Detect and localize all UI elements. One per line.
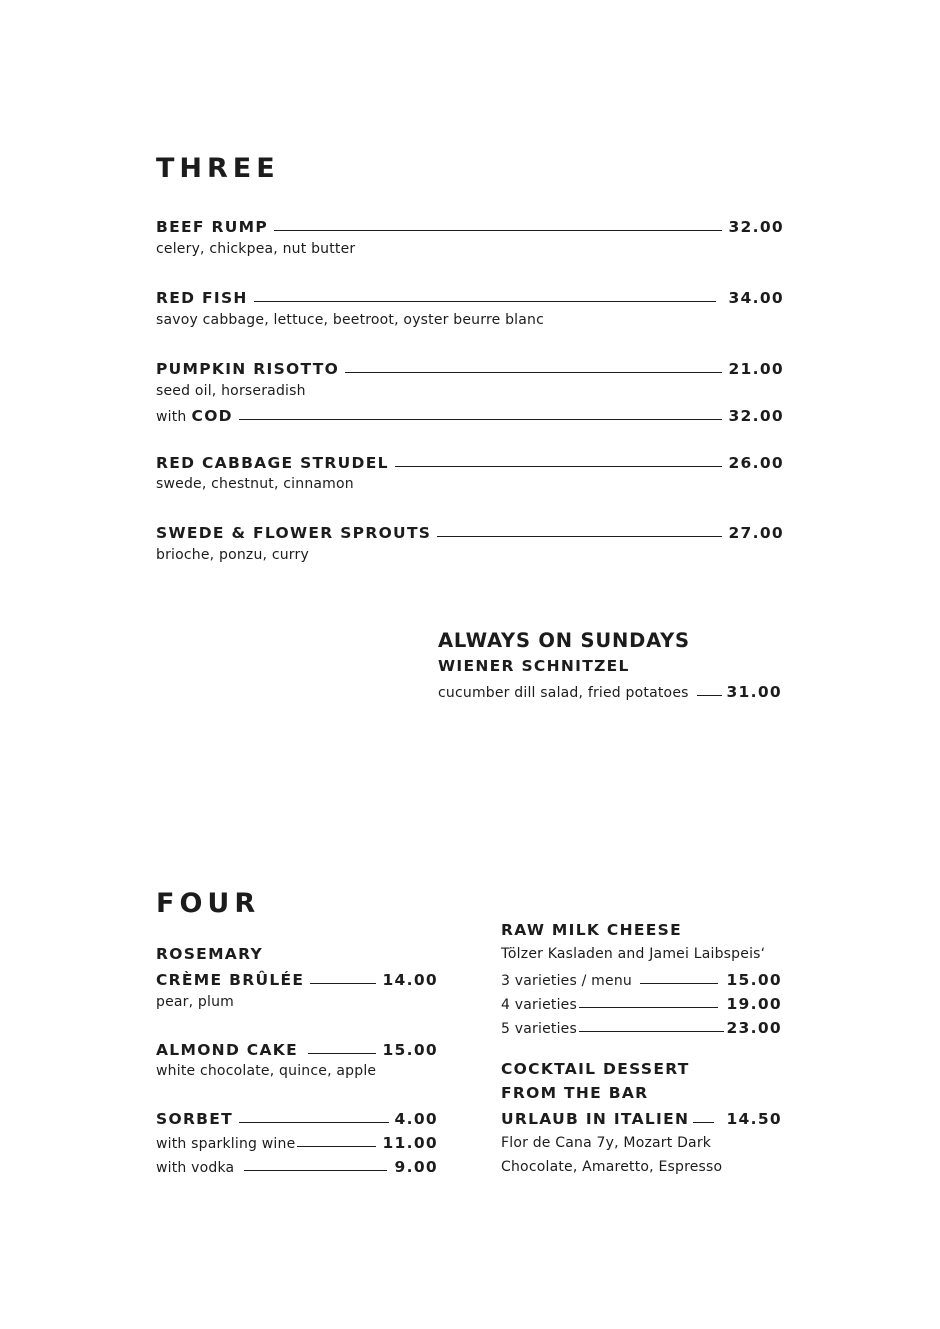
dotted-leader [579,1031,725,1032]
item-price: 31.00 [726,683,782,701]
dotted-leader [697,695,723,696]
dotted-leader [254,301,717,302]
cocktail-description-line1: Flor de Cana 7y, Mozart Dark [501,1135,712,1151]
cocktail-title-line2: FROM THE BAR [501,1084,649,1102]
menu-item-addon-cod [156,403,784,425]
option-label: 4 varieties [501,997,577,1013]
item-name: RED CABBAGE STRUDEL [156,454,389,472]
item-description: white chocolate, quince, apple [156,1063,377,1079]
item-price: 21.00 [728,360,784,378]
menu-item-swede-flower-sprouts [156,520,784,542]
dotted-leader [244,1170,386,1171]
item-price: 26.00 [728,454,784,472]
item-description: celery, chickpea, nut butter [156,241,356,257]
dotted-leader [239,419,723,420]
item-name: RED FISH [156,289,248,307]
menu-item-beef-rump [156,214,784,236]
item-price: 14.00 [382,971,438,989]
item-description: brioche, ponzu, curry [156,547,309,563]
cheese-description: Tölzer Kasladen and Jamei Laibspeis‘ [501,946,766,962]
item-name: SWEDE & FLOWER SPROUTS [156,524,432,542]
option-label: with vodka [156,1160,235,1176]
item-name: CRÈME BRÛLÉE [156,971,305,989]
menu-item-urlaub-in-italien [501,1106,782,1128]
cocktail-description-line2: Chocolate, Amaretto, Espresso [501,1159,723,1175]
option-price: 19.00 [726,995,782,1013]
cheese-option-5 [501,1015,782,1037]
dotted-leader [395,466,723,467]
option-price: 23.00 [726,1019,782,1037]
option-label: with sparkling wine [156,1136,296,1152]
cheese-option-4 [501,991,782,1013]
item-name-line1: ROSEMARY [156,945,263,963]
item-name: BEEF RUMP [156,218,268,236]
item-price: 4.00 [394,1110,438,1128]
cocktail-title-line1: COCKTAIL DESSERT [501,1060,690,1078]
cheese-title: RAW MILK CHEESE [501,921,682,939]
dotted-leader [693,1122,714,1123]
item-price: 32.00 [728,218,784,236]
item-name: SORBET [156,1110,234,1128]
menu-item-pumpkin-risotto [156,356,784,378]
section-title-four: FOUR [156,888,261,919]
dotted-leader [437,536,722,537]
menu-item-creme-brulee [156,967,438,989]
menu-item-red-fish [156,285,784,307]
sorbet-option-vodka [156,1154,438,1176]
dotted-leader [345,372,722,373]
sorbet-option-sparkling-wine [156,1130,438,1152]
dotted-leader [579,1007,719,1008]
item-description: pear, plum [156,994,235,1010]
sundays-dish-name: WIENER SCHNITZEL [438,657,630,675]
addon-name: COD [191,407,233,425]
section-title-three: THREE [156,153,280,184]
menu-item-red-cabbage-strudel [156,450,784,472]
item-description: swede, chestnut, cinnamon [156,476,354,492]
item-price: 27.00 [728,524,784,542]
item-description: cucumber dill salad, fried potatoes [438,685,689,701]
item-name: ALMOND CAKE [156,1041,298,1059]
addon-prefix: with [156,409,187,425]
item-price: 34.00 [728,289,784,307]
item-description: seed oil, horseradish [156,383,306,399]
option-price: 9.00 [394,1158,438,1176]
option-label: 5 varieties [501,1021,577,1037]
item-description: savoy cabbage, lettuce, beetroot, oyster beurre blanc [156,312,544,328]
option-label: 3 varieties / menu [501,973,632,989]
option-price: 11.00 [382,1134,438,1152]
item-price: 14.50 [726,1110,782,1128]
option-price: 15.00 [726,971,782,989]
dotted-leader [640,983,718,984]
dotted-leader [310,983,376,984]
dotted-leader [308,1053,376,1054]
dotted-leader [274,230,722,231]
dotted-leader [297,1146,376,1147]
sundays-title: ALWAYS ON SUNDAYS [438,629,690,652]
menu-item-almond-cake [156,1037,438,1059]
menu-item-sorbet [156,1106,438,1128]
item-name: PUMPKIN RISOTTO [156,360,340,378]
addon-price: 32.00 [728,407,784,425]
cheese-option-3 [501,967,782,989]
item-name: URLAUB IN ITALIEN [501,1110,690,1128]
sundays-dish-line [438,679,782,701]
dotted-leader [239,1122,388,1123]
item-price: 15.00 [382,1041,438,1059]
